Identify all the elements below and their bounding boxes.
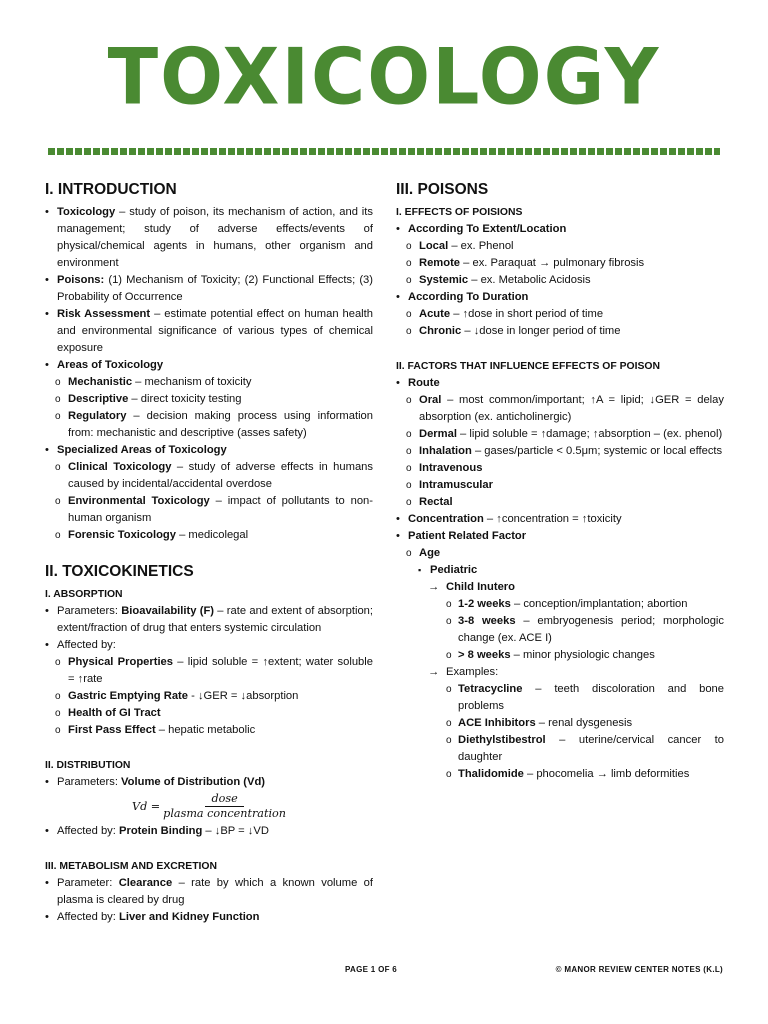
list-item <box>396 289 724 306</box>
item-term: Liver and Kidney Function <box>119 911 260 923</box>
list-item <box>396 579 724 596</box>
item-term: Mechanistic <box>68 376 133 388</box>
item-text: – ex. Paraquat → pulmonary fibrosis <box>460 257 645 269</box>
formula-denominator: plasma concentration <box>163 807 286 820</box>
item-term: Local <box>419 240 449 252</box>
item-text: – lipid soluble = ↑damage; ↑absorption – (ex. phenol) <box>456 428 723 440</box>
list-item <box>396 375 724 392</box>
list-item <box>396 238 724 255</box>
item-term: Forensic Toxicology <box>68 529 176 541</box>
item-term: Clearance <box>118 877 173 889</box>
item-term: Dermal <box>419 428 457 440</box>
item-text: – hepatic metabolic <box>155 724 256 736</box>
item-term: Areas of Toxicology <box>57 359 164 371</box>
item-text: – rate and extent of absorption; extent/fraction of drug that enters systemic circulation <box>57 605 373 634</box>
list-item <box>45 603 373 637</box>
list-item <box>396 766 724 783</box>
list-item <box>45 688 373 705</box>
bullet-list <box>45 774 373 791</box>
item-term: Tetracycline <box>458 683 523 695</box>
item-text: – medicolegal <box>175 529 249 541</box>
list-item <box>45 272 373 306</box>
spacer <box>45 739 373 757</box>
item-term: Systemic <box>419 274 469 286</box>
item-text: – lipid soluble = ↑extent; water soluble = ↑rate <box>68 656 373 685</box>
list-item <box>396 647 724 664</box>
list-item <box>45 722 373 739</box>
item-term: > 8 weeks <box>458 649 511 661</box>
list-item <box>45 391 373 408</box>
item-text: – ex. Metabolic Acidosis <box>468 274 591 286</box>
item-term: Volume of Distribution (Vd) <box>121 776 266 788</box>
item-term: Risk Assessment <box>57 308 151 320</box>
list-item <box>396 545 724 562</box>
item-text: (1) Mechanism of Toxicity; (2) Functional Effects; (3) Probability of Occurrence <box>57 274 373 303</box>
item-prefix: Affected by: <box>57 911 119 923</box>
item-prefix: Parameters: <box>57 605 122 617</box>
item-prefix: Affected by: <box>57 825 119 837</box>
item-term: Chronic <box>419 325 462 337</box>
list-item <box>45 774 373 791</box>
list-item <box>45 357 373 374</box>
list-item <box>396 392 724 426</box>
item-term: Route <box>408 377 440 389</box>
item-term: Protein Binding <box>119 825 203 837</box>
list-item <box>396 306 724 323</box>
list-item <box>396 494 724 511</box>
list-item <box>45 408 373 442</box>
item-text: – ex. Phenol <box>448 240 514 252</box>
bullet-list <box>45 823 373 840</box>
item-text: – mechanism of toxicity <box>132 376 252 388</box>
list-item <box>45 823 373 840</box>
item-term: Pediatric <box>430 564 478 576</box>
item-term: Descriptive <box>68 393 129 405</box>
item-term: Health of GI Tract <box>68 707 161 719</box>
list-item <box>396 255 724 272</box>
item-term: 3-8 weeks <box>458 615 516 627</box>
item-term: Toxicology <box>57 206 116 218</box>
section-heading: III. POISONS <box>396 181 489 198</box>
item-text: – study of poison, its mechanism of action, and its management; study of adverse effects/events of physical/chemical agents in humans, other organism and environment <box>57 206 373 269</box>
list-item <box>396 664 724 681</box>
left-column <box>45 180 373 926</box>
item-term: Environmental Toxicology <box>68 495 210 507</box>
list-item <box>45 442 373 459</box>
item-text: – direct toxicity testing <box>128 393 242 405</box>
bullet-list <box>45 204 373 544</box>
list-item <box>396 443 724 460</box>
item-term: According To Duration <box>408 291 529 303</box>
item-text: – minor physiologic changes <box>510 649 655 661</box>
list-item <box>45 459 373 493</box>
list-item <box>396 460 724 477</box>
title-divider <box>48 148 720 155</box>
section-heading: II. TOXICOKINETICS <box>45 563 194 580</box>
item-term: Gastric Emptying Rate <box>68 690 188 702</box>
item-term: Poisons: <box>57 274 105 286</box>
item-term: Concentration <box>408 513 484 525</box>
item-term: First Pass Effect <box>68 724 156 736</box>
item-text: – ↑concentration = ↑toxicity <box>483 513 622 525</box>
item-term: Child Inutero <box>446 581 515 593</box>
item-text: – gases/particle < 0.5μm; systemic or local effects <box>471 445 723 457</box>
list-item <box>45 204 373 272</box>
subsection-heading: II. FACTORS THAT INFLUENCE EFFECTS OF POISON <box>396 361 661 372</box>
item-term: Intravenous <box>419 462 483 474</box>
item-text: – ↑dose in short period of time <box>450 308 604 320</box>
spacer <box>45 840 373 858</box>
subsection-heading: I. ABSORPTION <box>45 589 123 600</box>
list-item <box>396 272 724 289</box>
item-term: Physical Properties <box>68 656 174 668</box>
item-term: Patient Related Factor <box>408 530 527 542</box>
item-term: Rectal <box>419 496 453 508</box>
item-text: – most common/important; ↑A = lipid; ↓GER = delay absorption (ex. anticholinergic) <box>419 394 724 423</box>
list-item <box>396 596 724 613</box>
list-item <box>396 511 724 528</box>
item-text: – renal dysgenesis <box>535 717 633 729</box>
formula-lhs: Vd = <box>132 800 161 813</box>
list-item <box>396 732 724 766</box>
list-item <box>396 681 724 715</box>
list-item <box>45 637 373 654</box>
formula-fraction <box>163 792 286 821</box>
subsection-heading: I. EFFECTS OF POISIONS <box>396 207 523 218</box>
list-item <box>45 527 373 544</box>
right-column <box>396 180 724 783</box>
item-text: – decision making process using information from: mechanistic and descriptive (asses safety) <box>68 410 373 439</box>
item-prefix: Affected by: <box>57 639 116 651</box>
list-item <box>396 562 724 579</box>
item-prefix: Parameter: <box>57 877 119 889</box>
item-text: – uterine/cervical cancer to daughter <box>458 734 724 763</box>
list-item <box>396 613 724 647</box>
item-text: – ↓dose in longer period of time <box>461 325 621 337</box>
item-text: – rate by which a known volume of plasma is cleared by drug <box>57 877 373 906</box>
list-item <box>396 426 724 443</box>
list-item <box>45 705 373 722</box>
vd-formula <box>45 792 373 821</box>
list-item <box>45 306 373 357</box>
item-prefix: Parameters: <box>57 776 122 788</box>
spacer <box>45 544 373 562</box>
item-term: 1-2 weeks <box>458 598 511 610</box>
item-term: Age <box>419 547 441 559</box>
list-item <box>45 493 373 527</box>
item-text: – impact of pollutants to non-human organism <box>68 495 373 524</box>
item-term: Thalidomide <box>458 768 524 780</box>
list-item <box>396 715 724 732</box>
list-item <box>396 528 724 545</box>
item-term: Clinical Toxicology <box>68 461 172 473</box>
spacer <box>396 340 724 358</box>
list-item <box>45 875 373 909</box>
section-heading: I. INTRODUCTION <box>45 181 177 198</box>
item-term: Intramuscular <box>419 479 493 491</box>
item-text: – ↓BP = ↓VD <box>202 825 269 837</box>
item-term: Regulatory <box>68 410 127 422</box>
formula-numerator: dose <box>205 792 243 807</box>
list-item <box>396 221 724 238</box>
page-number: PAGE 1 OF 6 <box>345 965 398 974</box>
bullet-list <box>45 603 373 739</box>
item-text: – phocomelia → limb deformities <box>523 768 690 780</box>
list-item <box>45 909 373 926</box>
item-text: - ↓GER = ↓absorption <box>188 690 299 702</box>
footer-credit: © MANOR REVIEW CENTER NOTES (K.L) <box>555 965 723 974</box>
item-text: – teeth discoloration and bone problems <box>458 683 724 712</box>
item-text: – estimate potential effect on human health and environmental significance of various types of chemical exposure <box>57 308 373 354</box>
item-term: Acute <box>419 308 451 320</box>
item-term: Inhalation <box>419 445 472 457</box>
item-text: – conception/implantation; abortion <box>510 598 688 610</box>
item-term: Oral <box>419 394 442 406</box>
list-item <box>45 654 373 688</box>
item-term: Specialized Areas of Toxicology <box>57 444 227 456</box>
bullet-list <box>45 875 373 926</box>
item-text: – embryogenesis period; morphologic change (ex. ACE I) <box>458 615 724 644</box>
list-item <box>396 477 724 494</box>
item-term: Remote <box>419 257 461 269</box>
list-item <box>45 374 373 391</box>
subsection-heading: II. DISTRIBUTION <box>45 760 131 771</box>
item-term: Diethylstibestrol <box>458 734 546 746</box>
subsection-heading: III. METABOLISM AND EXCRETION <box>45 861 218 872</box>
bullet-list <box>396 375 724 783</box>
item-term: According To Extent/Location <box>408 223 567 235</box>
bullet-list <box>396 221 724 340</box>
item-text: – study of adverse effects in humans caused by incidental/accidental overdose <box>68 461 373 490</box>
list-item <box>396 323 724 340</box>
item-term: Bioavailability (F) <box>121 605 215 617</box>
page-title: TOXICOLOGY <box>107 31 661 123</box>
item-term: ACE Inhibitors <box>458 717 536 729</box>
item-prefix: Examples: <box>446 666 499 678</box>
